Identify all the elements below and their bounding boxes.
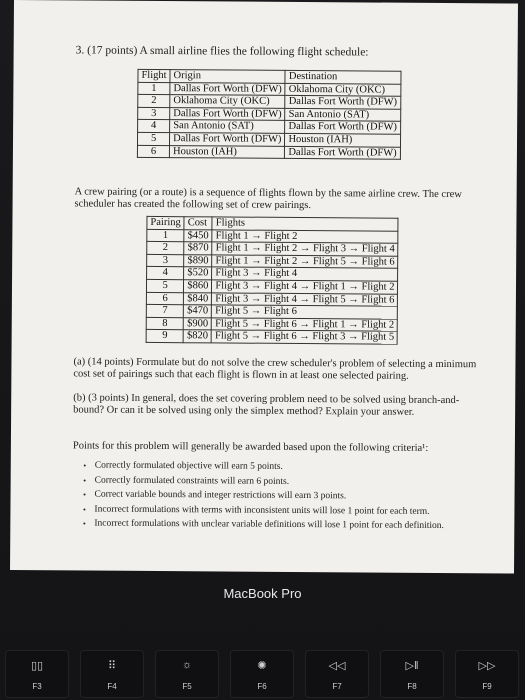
function-key-f9[interactable] (455, 650, 519, 698)
cost-cell: $860 (184, 280, 212, 293)
destination-cell: Dallas Fort Worth (DFW) (285, 146, 400, 159)
criteria-item: • Correctly formulated constraints will earn 6 points. (95, 475, 471, 489)
origin-cell: Dallas Fort Worth (DFW) (170, 107, 285, 120)
key-label: F9 (482, 682, 492, 691)
table-row (138, 120, 401, 134)
flight-number-cell: 3 (138, 107, 170, 120)
part-a-text: (a) (14 points) Formulate but do not solve the crew scheduler's problem of selecting a minimum cost set of pairings such that each flight is flown in at least one selected pairing. (73, 356, 477, 382)
key-symbol-icon: ◁◁ (328, 660, 346, 672)
question-title: 3. (17 points) A small airline flies the following flight schedule: (75, 44, 369, 59)
table-row (138, 95, 401, 109)
function-key-f3[interactable] (5, 650, 69, 698)
key-label: F4 (107, 682, 117, 691)
table-row (138, 82, 401, 96)
flight-number-cell: 5 (137, 132, 169, 145)
origin-cell: Dallas Fort Worth (DFW) (170, 133, 285, 146)
header-origin: Origin (170, 70, 285, 83)
flights-cell: Flight 3 → Flight 4 (212, 267, 398, 281)
destination-cell: San Antonio (SAT) (285, 108, 400, 121)
destination-cell: Houston (IAH) (285, 133, 400, 146)
cost-cell: $820 (183, 330, 211, 343)
cost-cell: $450 (184, 229, 212, 242)
pairing-number-cell: 4 (147, 267, 184, 280)
flights-cell: Flight 3 → Flight 4 → Flight 5 → Flight 6 (212, 292, 398, 306)
table-row (137, 145, 400, 159)
key-symbol-icon: ✺ (257, 660, 267, 672)
laptop-brand-label: MacBook Pro (223, 586, 302, 601)
destination-cell: Dallas Fort Worth (DFW) (285, 96, 400, 109)
cost-cell: $520 (184, 267, 212, 280)
key-label: F6 (257, 682, 267, 691)
origin-cell: Oklahoma City (OKC) (170, 95, 285, 108)
pairing-table (146, 216, 399, 345)
cost-cell: $870 (184, 242, 212, 255)
header-destination: Destination (285, 70, 400, 83)
flights-cell: Flight 5 → Flight 6 (212, 305, 398, 319)
criteria-item: • Correctly formulated objective will earn 5 points. (95, 461, 471, 475)
key-label: F3 (32, 682, 42, 691)
table-row (146, 330, 398, 344)
header-cost: Cost (184, 217, 212, 230)
header-flight: Flight (138, 69, 170, 82)
flights-cell: Flight 5 → Flight 6 → Flight 3 → Flight 5 (211, 330, 397, 344)
key-symbol-icon: ▷‖ (405, 660, 419, 672)
pairing-number-cell: 7 (146, 305, 183, 318)
cost-cell: $840 (184, 292, 212, 305)
criteria-item: • Correct variable bounds and integer restrictions will earn 3 points. (95, 490, 471, 504)
key-symbol-icon: ▯▯ (30, 660, 44, 672)
criteria-list (80, 460, 470, 535)
flight-number-cell: 4 (138, 120, 170, 133)
destination-cell: Dallas Fort Worth (DFW) (285, 121, 400, 134)
table-row (138, 107, 401, 121)
pairing-number-cell: 8 (146, 317, 183, 330)
key-symbol-icon: ▷▷ (478, 660, 496, 672)
cost-cell: $890 (184, 254, 212, 267)
key-symbol-icon: ⠿ (107, 660, 117, 672)
destination-cell: Oklahoma City (OKC) (285, 83, 400, 96)
flights-cell: Flight 3 → Flight 4 → Flight 1 → Flight 2 (212, 280, 398, 294)
pairing-number-cell: 2 (147, 242, 184, 255)
origin-cell: Dallas Fort Worth (DFW) (170, 82, 285, 95)
pairing-number-cell: 1 (147, 229, 184, 242)
table-header-row (138, 69, 401, 83)
document-screen (10, 0, 518, 574)
function-key-f6[interactable] (230, 650, 294, 698)
flight-number-cell: 1 (138, 82, 170, 95)
flight-schedule-table (137, 69, 401, 160)
flight-number-cell: 6 (137, 145, 169, 158)
key-label: F5 (182, 682, 192, 691)
function-key-row (0, 650, 525, 700)
origin-cell: Houston (IAH) (169, 145, 284, 158)
header-pairing: Pairing (147, 216, 184, 229)
flights-cell: Flight 1 → Flight 2 (212, 229, 398, 243)
flights-cell: Flight 5 → Flight 6 → Flight 1 → Flight 2 (212, 318, 398, 332)
criteria-intro: Points for this problem will generally be awarded based upon the following criteria¹: (72, 440, 429, 454)
flight-number-cell: 2 (138, 95, 170, 108)
pairing-number-cell: 6 (146, 292, 183, 305)
criteria-item: • Incorrect formulations with unclear variable definitions will lose 1 point for each definition. (94, 519, 470, 533)
key-label: F8 (407, 682, 417, 691)
header-flights: Flights (212, 217, 398, 231)
function-key-f4[interactable] (80, 650, 144, 698)
pairing-number-cell: 5 (146, 279, 183, 292)
function-key-f5[interactable] (155, 650, 219, 698)
flights-cell: Flight 1 → Flight 2 → Flight 5 → Flight 6 (212, 255, 398, 269)
cost-cell: $900 (184, 317, 212, 330)
flights-cell: Flight 1 → Flight 2 → Flight 3 → Flight 4 (212, 242, 398, 256)
function-key-f8[interactable] (380, 650, 444, 698)
crew-pairing-description: A crew pairing (or a route) is a sequence of flights flown by the same airline crew. The crew scheduler has created the following set of crew pairings. (74, 186, 462, 212)
criteria-item: • Incorrect formulations with terms with inconsistent units will lose 1 point for each term. (94, 504, 470, 518)
table-row (137, 132, 400, 146)
part-b-text: (b) (3 points) In general, does the set covering problem need to be solved using branch-and-bound? Or can it be solved using only the simplex method? Explain your answer. (73, 392, 460, 418)
key-label: F7 (332, 682, 342, 691)
key-symbol-icon: ☼ (181, 659, 193, 671)
cost-cell: $470 (184, 305, 212, 318)
pairing-number-cell: 9 (146, 330, 183, 343)
function-key-f7[interactable] (305, 650, 369, 698)
origin-cell: San Antonio (SAT) (170, 120, 285, 133)
pairing-number-cell: 3 (147, 254, 184, 267)
